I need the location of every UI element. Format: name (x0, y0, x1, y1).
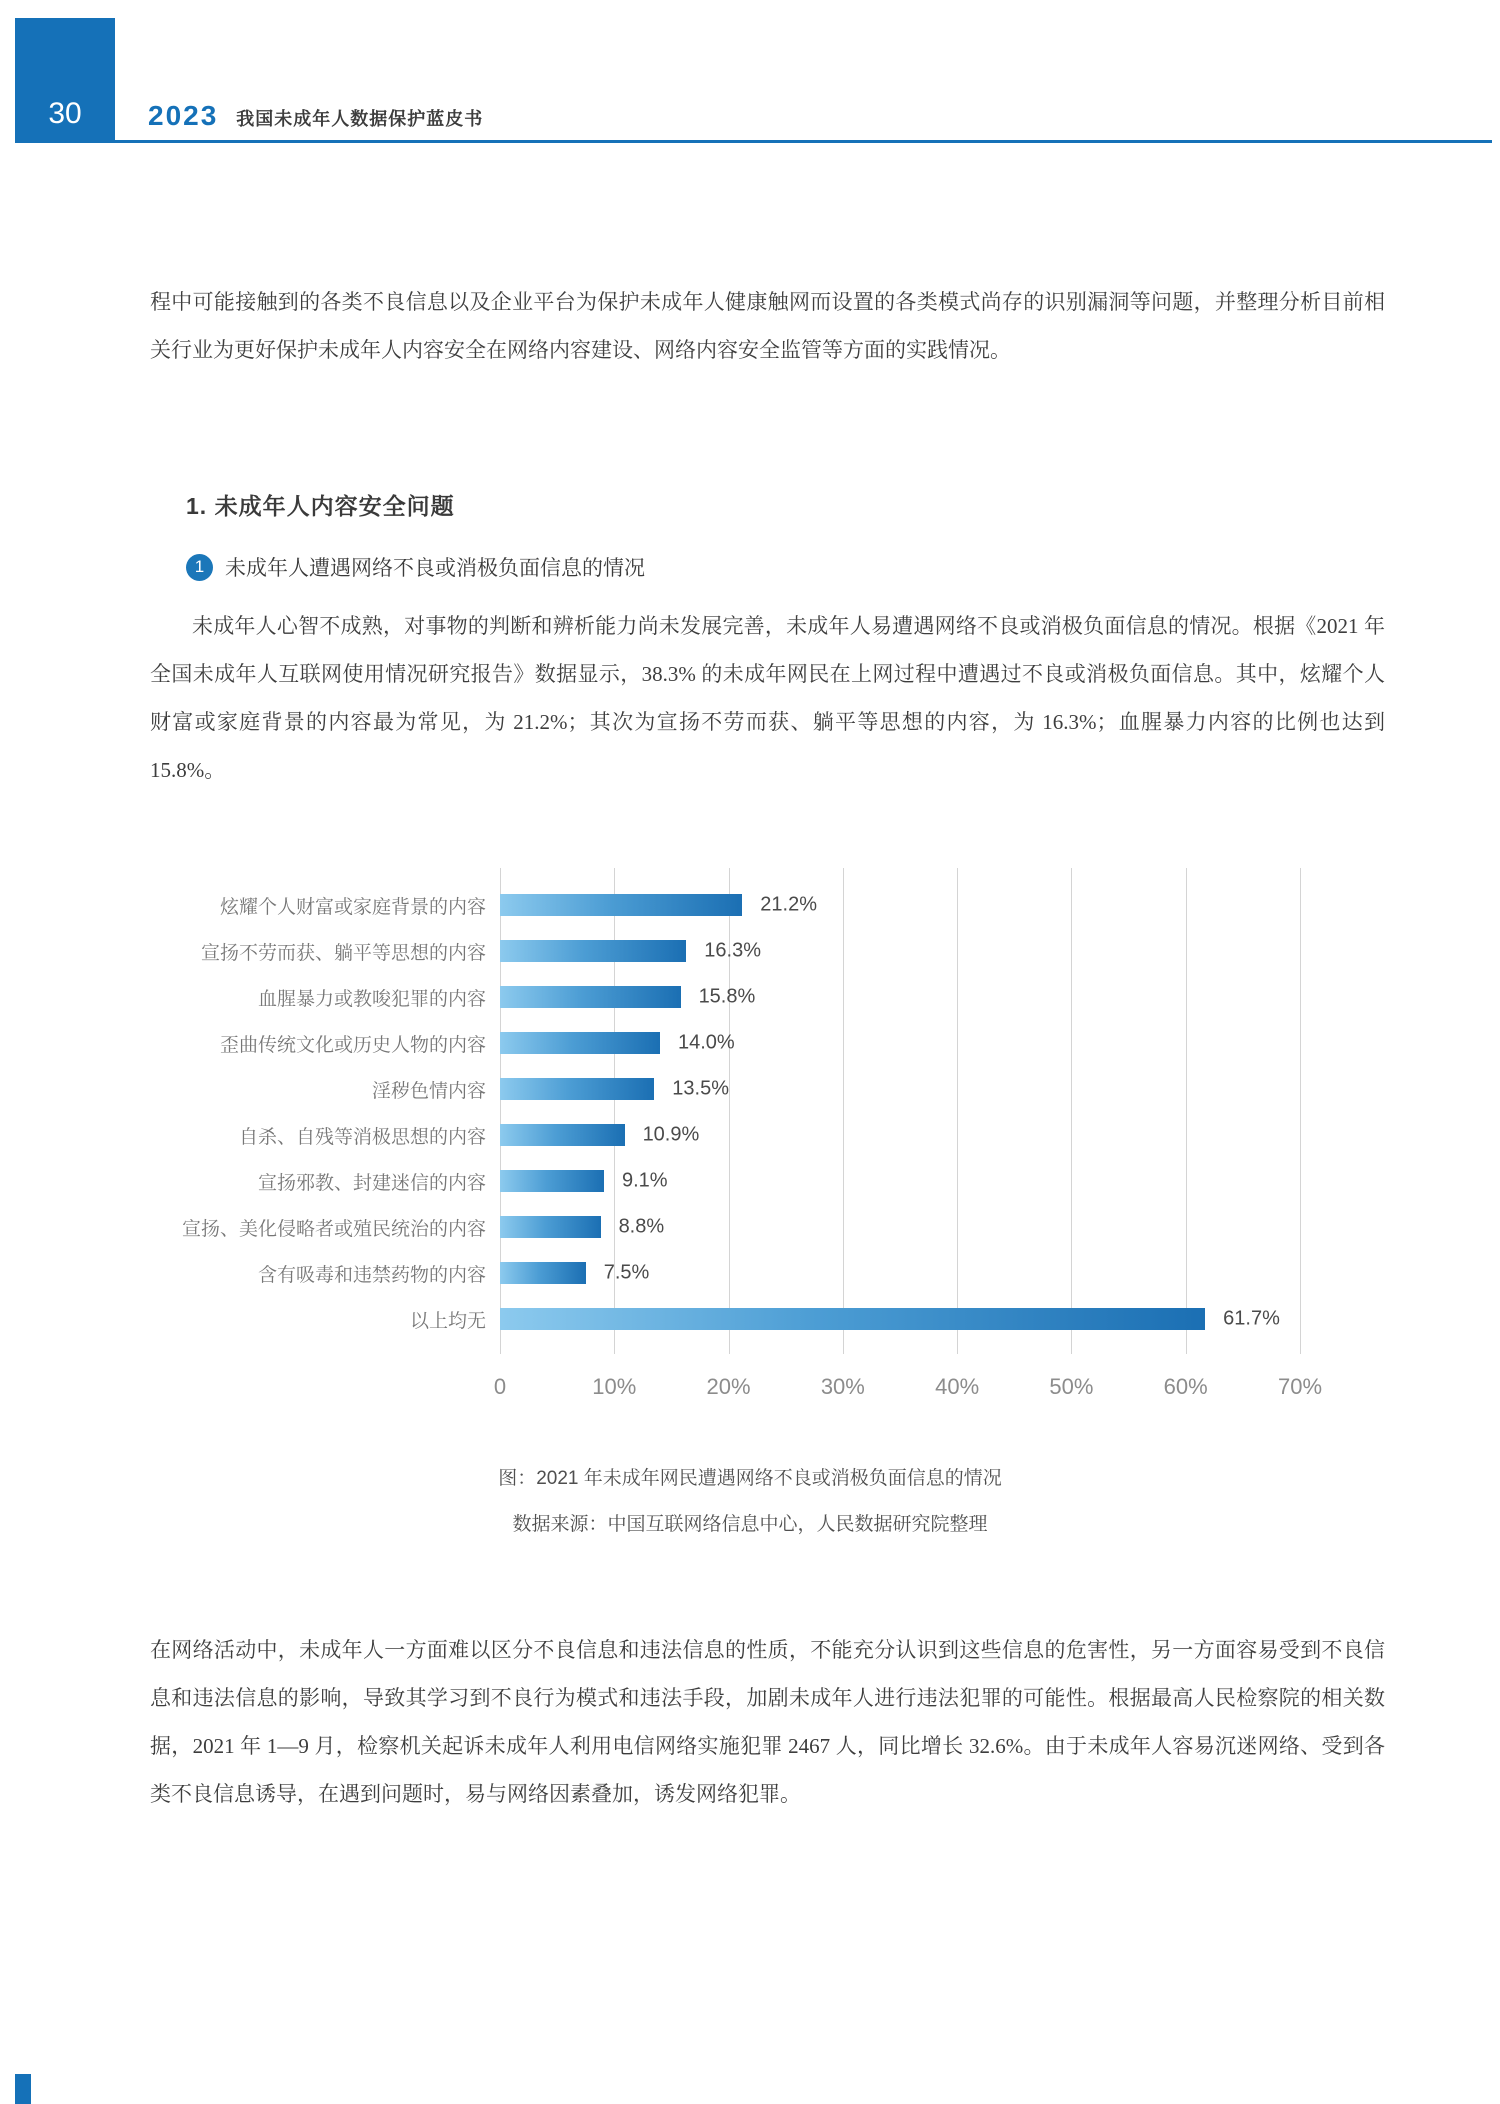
chart-value-label: 15.8% (698, 985, 756, 1008)
chart-category-label: 炫耀个人财富或家庭背景的内容 (219, 896, 486, 918)
chart-row (140, 1112, 1430, 1158)
chart-row (140, 1158, 1430, 1204)
chart-plot-area (140, 868, 1430, 1354)
axis-tick-label: 60% (1163, 1374, 1208, 1399)
header-rule (15, 140, 1492, 143)
header-title: 我国未成年人数据保护蓝皮书 (236, 109, 484, 129)
intro-paragraph: 程中可能接触到的各类不良信息以及企业平台为保护未成年人健康触网而设置的各类模式尚存的识别漏洞等问题，并整理分析目前相关行业为更好保护未成年人内容安全在网络内容建设、网络内容安全监管等方面的实践情况。 (150, 290, 1385, 362)
chart-track (500, 1020, 1430, 1066)
chart-track (500, 1066, 1430, 1112)
chart-bar (500, 986, 681, 1008)
chart-bar (500, 1032, 660, 1054)
chart-bar (500, 1078, 654, 1100)
chart-track (500, 928, 1430, 974)
chart-value-label: 8.8% (618, 1215, 665, 1238)
chart-category-label: 宣扬、美化侵略者或殖民统治的内容 (181, 1218, 486, 1240)
chart-category-label: 淫秽色情内容 (371, 1080, 486, 1102)
chart-bar (500, 940, 686, 962)
chart-row (140, 1066, 1430, 1112)
axis-tick-label: 50% (1049, 1374, 1094, 1399)
chart-value-label: 9.1% (622, 1169, 668, 1192)
bullet-line (186, 552, 645, 582)
chart-row (140, 974, 1430, 1020)
chart-track (500, 1158, 1430, 1204)
header-year: 2023 (148, 100, 219, 131)
chart-track (500, 974, 1430, 1020)
chart-track (500, 882, 1430, 928)
chart-bar (500, 1124, 625, 1146)
chart-category-label: 宣扬邪教、封建迷信的内容 (257, 1172, 486, 1194)
axis-tick-label: 40% (935, 1374, 980, 1399)
chart-x-axis (140, 1366, 1430, 1412)
chart-bar (500, 1170, 604, 1192)
chart-value-label: 21.2% (760, 893, 817, 916)
chart-value-label: 7.5% (603, 1261, 650, 1284)
chart-bar (500, 1308, 1205, 1330)
axis-tick-label: 70% (1277, 1374, 1323, 1399)
page-number: 30 (48, 97, 82, 130)
section-heading: 1. 未成年人内容安全问题 (186, 493, 455, 519)
chart-category-label: 宣扬不劳而获、躺平等思想的内容 (200, 942, 486, 964)
chart-category-label: 血腥暴力或教唆犯罪的内容 (257, 988, 486, 1010)
chart-value-label: 13.5% (672, 1077, 729, 1100)
bar-chart (0, 868, 1500, 1548)
chart-bar (500, 1216, 601, 1238)
chart-category-label: 含有吸毒和违禁药物的内容 (257, 1264, 486, 1286)
axis-tick-label: 20% (706, 1374, 751, 1399)
chart-track (500, 1250, 1430, 1296)
chart-bar (500, 894, 742, 916)
chart-row (140, 882, 1430, 928)
chart-caption: 图：2021 年未成年网民遭遇网络不良或消极负面信息的情况 (498, 1468, 1002, 1489)
chart-value-label: 10.9% (642, 1123, 700, 1146)
chart-captions (0, 1456, 1500, 1548)
page-number-box (15, 18, 115, 143)
chart-category-label: 歪曲传统文化或历史人物的内容 (219, 1034, 486, 1056)
chart-track (500, 1296, 1430, 1342)
numbered-bullet-icon: 1 (186, 554, 213, 581)
chart-row (140, 1020, 1430, 1066)
chart-track (500, 1204, 1430, 1250)
closing-paragraph: 在网络活动中，未成年人一方面难以区分不良信息和违法信息的性质，不能充分认识到这些信息的危害性，另一方面容易受到不良信息和违法信息的影响，导致其学习到不良行为模式和违法手段，加剧未成年人进行违法犯罪的可能性。根据最高人民检察院的相关数据，2021 年 1—9 月，检察机关起诉未成年人利用电信网络实施犯罪 2467 人，同比增长 32.6%。由于未成年人容易沉迷网络、受到各类不良信息诱导，在遇到问题时，易与网络因素叠加，诱发网络犯罪。 (150, 1638, 1385, 1806)
chart-value-label: 16.3% (704, 939, 761, 962)
bullet-title: 未成年人遭遇网络不良或消极负面信息的情况 (225, 557, 645, 580)
page-corner-mark (15, 2074, 31, 2104)
chart-row (140, 1296, 1430, 1342)
chart-category-label: 以上均无 (409, 1310, 486, 1332)
page-header (148, 100, 483, 132)
chart-bar (500, 1262, 586, 1284)
chart-track (500, 1112, 1430, 1158)
chart-value-label: 14.0% (678, 1031, 735, 1054)
axis-tick-label: 10% (592, 1374, 637, 1399)
axis-tick-label: 0 (493, 1374, 507, 1399)
chart-category-label: 自杀、自残等消极思想的内容 (238, 1126, 486, 1148)
chart-row (140, 1204, 1430, 1250)
chart-value-label: 61.7% (1223, 1307, 1280, 1330)
chart-row (140, 1250, 1430, 1296)
section-paragraph: 未成年人心智不成熟，对事物的判断和辨析能力尚未发展完善，未成年人易遭遇网络不良或消极负面信息的情况。根据《2021 年全国未成年人互联网使用情况研究报告》数据显示，38.3% 的未成年网民在上网过程中遭遇过不良或消极负面信息。其中，炫耀个人财富或家庭背景的内容最为常见，为 21.2%；其次为宣扬不劳而获、躺平等思想的内容，为 16.3%；血腥暴力内容的比例也达到 15.8%。 (150, 614, 1385, 782)
chart-row (140, 928, 1430, 974)
axis-tick-label: 30% (820, 1374, 865, 1399)
chart-source: 数据来源：中国互联网络信息中心，人民数据研究院整理 (512, 1514, 988, 1535)
